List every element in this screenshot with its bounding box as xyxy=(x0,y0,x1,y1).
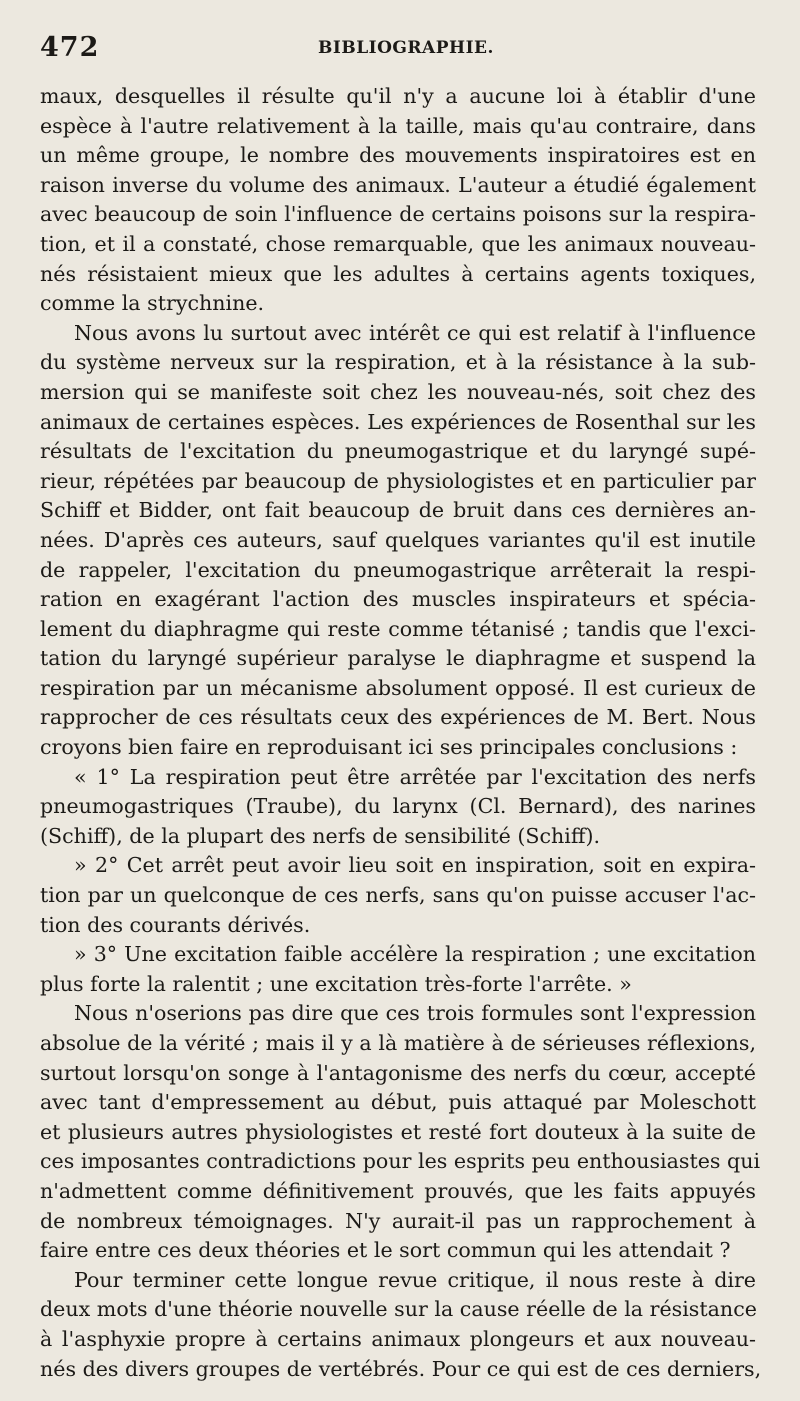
running-title: BIBLIOGRAPHIE. xyxy=(318,38,494,58)
body-text xyxy=(40,82,762,1384)
text-line: nés des divers groupes de vertébrés. Pour ce qui est de ces derniers, xyxy=(40,1356,762,1381)
text-line: lement du diaphragme qui reste comme tétanisé ; tandis que l'exci- xyxy=(40,616,756,641)
text-line: surtout lorsqu'on songe à l'antagonisme des nerfs du cœur, accepté xyxy=(40,1060,756,1085)
text-line: espèce à l'autre relativement à la taille, mais qu'au contraire, dans xyxy=(40,113,756,138)
text-line: raison inverse du volume des animaux. L'auteur a étudié également xyxy=(40,172,756,197)
text-line: Schiff et Bidder, ont fait beaucoup de bruit dans ces dernières an- xyxy=(40,498,756,523)
text-line: croyons bien faire en reproduisant ici ses principales conclusions : xyxy=(40,735,738,760)
text-line: maux, desquelles il résulte qu'il n'y a aucune loi à établir d'une xyxy=(40,84,756,108)
text-line: pneumogastriques (Traube), du larynx (Cl. Bernard), des narines xyxy=(40,794,756,819)
page-header xyxy=(0,32,800,64)
text-line: comme la strychnine. xyxy=(40,291,265,316)
text-line: « 1° La respiration peut être arrêtée par l'excitation des nerfs xyxy=(74,764,756,789)
text-line: tation du laryngé supérieur paralyse le diaphragme et suspend la xyxy=(40,646,756,671)
text-line: tion des courants dérivés. xyxy=(40,912,311,937)
text-line: deux mots d'une théorie nouvelle sur la cause réelle de la résistance xyxy=(40,1297,757,1322)
text-line: mersion qui se manifeste soit chez les nouveau-nés, soit chez des xyxy=(40,379,756,404)
text-line: tion par un quelconque de ces nerfs, sans qu'on puisse accuser l'ac- xyxy=(40,883,756,908)
text-line: tion, et il a constaté, chose remarquable, que les animaux nouveau- xyxy=(40,231,756,256)
text-line: nées. D'après ces auteurs, sauf quelques variantes qu'il est inutile xyxy=(40,527,756,552)
text-line: n'admettent comme définitivement prouvés, que les faits appuyés xyxy=(40,1178,756,1203)
text-line: » 3° Une excitation faible accélère la respiration ; une excitation xyxy=(74,942,756,967)
text-line: avec beaucoup de soin l'influence de certains poisons sur la respira- xyxy=(40,202,756,227)
text-line: Pour terminer cette longue revue critique, il nous reste à dire xyxy=(74,1267,756,1292)
text-line: rapprocher de ces résultats ceux des expériences de M. Bert. Nous xyxy=(40,705,756,730)
text-line: Nous n'oserions pas dire que ces trois formules sont l'expression xyxy=(74,1001,756,1026)
text-line: et plusieurs autres physiologistes et resté fort douteux à la suite de xyxy=(40,1119,756,1144)
text-line: respiration par un mécanisme absolument opposé. Il est curieux de xyxy=(40,675,756,700)
text-line: rieur, répétées par beaucoup de physiologistes et en particulier par xyxy=(40,468,756,493)
text-line: ration en exagérant l'action des muscles inspirateurs et spécia- xyxy=(40,587,756,612)
text-line: absolue de la vérité ; mais il y a là matière à de sérieuses réflexions, xyxy=(40,1031,756,1055)
page-number: 472 xyxy=(40,32,100,63)
text-line: nés résistaient mieux que les adultes à certains agents toxiques, xyxy=(40,261,756,286)
text-line: plus forte la ralentit ; une excitation très-forte l'arrête. » xyxy=(40,971,632,996)
text-line: de rappeler, l'excitation du pneumogastrique arrêterait la respi- xyxy=(40,557,756,582)
text-line: de nombreux témoignages. N'y aurait-il pas un rapprochement à xyxy=(40,1208,756,1233)
text-line: » 2° Cet arrêt peut avoir lieu soit en inspiration, soit en expira- xyxy=(74,853,756,878)
text-line: faire entre ces deux théories et le sort commun qui les attendait ? xyxy=(40,1238,731,1263)
text-line: à l'asphyxie propre à certains animaux plongeurs et aux nouveau- xyxy=(40,1326,756,1351)
text-line: Nous avons lu surtout avec intérêt ce qui est relatif à l'influence xyxy=(74,320,756,345)
text-line: avec tant d'empressement au début, puis attaqué par Moleschott xyxy=(40,1090,756,1115)
text-line: ces imposantes contradictions pour les esprits peu enthousiastes qui xyxy=(40,1149,761,1174)
text-line: animaux de certaines espèces. Les expériences de Rosenthal sur les xyxy=(40,409,756,434)
text-line: un même groupe, le nombre des mouvements inspiratoires est en xyxy=(40,143,756,168)
text-line: du système nerveux sur la respiration, et à la résistance à la sub- xyxy=(40,350,756,375)
text-line: (Schiff), de la plupart des nerfs de sensibilité (Schiff). xyxy=(40,823,601,848)
text-line: résultats de l'excitation du pneumogastrique et du laryngé supé- xyxy=(40,439,756,464)
